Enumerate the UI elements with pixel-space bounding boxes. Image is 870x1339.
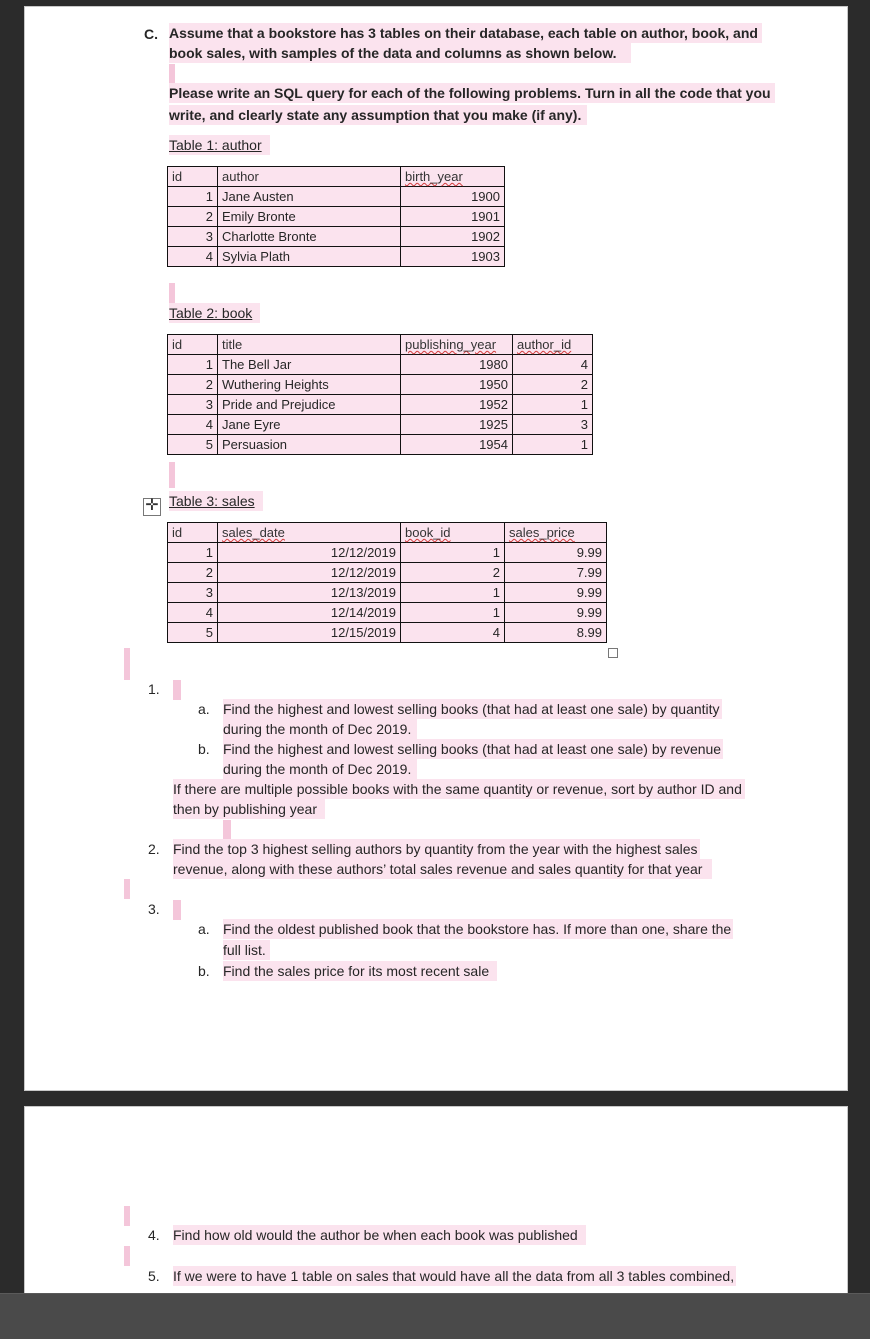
author-table	[167, 166, 505, 267]
header-author-id: author_id	[517, 337, 572, 352]
status-bar	[0, 1293, 870, 1339]
cell: Wuthering Heights	[218, 375, 401, 395]
header-publishing-year: publishing_year	[405, 337, 497, 352]
header-sales-date: sales_date	[222, 525, 285, 540]
table-row	[168, 543, 607, 563]
cell: 4	[401, 623, 505, 643]
table-header-row	[168, 335, 593, 355]
header-book-id: book_id	[405, 525, 451, 540]
q5-line-1: If we were to have 1 table on sales that would have all the data from all 3 tables combined,	[173, 1268, 735, 1284]
q2-line-1: Find the top 3 highest selling authors by quantity from the year with the highest sales	[173, 841, 698, 857]
cell: Pride and Prejudice	[218, 395, 401, 415]
table-row	[168, 227, 505, 247]
instruction-line-2: write, and clearly state any assumption that you make (if any).	[169, 105, 587, 125]
revision-mark	[124, 1246, 130, 1266]
intro-line-1: Assume that a bookstore has 3 tables on their database, each table on author, book, and	[169, 23, 762, 43]
q1b-line-2: during the month of Dec 2019.	[223, 759, 417, 779]
cell: 1	[513, 395, 593, 415]
table-row	[168, 563, 607, 583]
cell: 1900	[401, 187, 505, 207]
cell: 4	[168, 603, 218, 623]
cell: 9.99	[505, 543, 607, 563]
cell: 1901	[401, 207, 505, 227]
table-header-row	[168, 523, 607, 543]
cell: 12/12/2019	[218, 543, 401, 563]
q1-note-line-1: If there are multiple possible books with the same quantity or revenue, sort by author ID and	[173, 779, 745, 799]
q1b-label: b.	[198, 741, 210, 757]
cell: 1	[168, 355, 218, 375]
cell: 3	[168, 227, 218, 247]
cell: Sylvia Plath	[218, 247, 401, 267]
cell: 12/12/2019	[218, 563, 401, 583]
cell: 1	[401, 583, 505, 603]
cell: 2	[168, 207, 218, 227]
cell: Persuasion	[218, 435, 401, 455]
header-id: id	[168, 523, 218, 543]
q1-note-line-2: then by publishing year	[173, 799, 325, 819]
table-row	[168, 435, 593, 455]
cell: Jane Austen	[218, 187, 401, 207]
cell: 1	[401, 603, 505, 623]
q4-line-1: Find how old would the author be when each book was published	[173, 1225, 586, 1245]
table-resize-handle-icon[interactable]	[608, 648, 618, 658]
sales-table	[167, 522, 607, 643]
cell: 1	[168, 187, 218, 207]
intro-line-2: book sales, with samples of the data and columns as shown below.	[169, 43, 631, 63]
table-row	[168, 603, 607, 623]
cell: Charlotte Bronte	[218, 227, 401, 247]
q2-number: 2.	[148, 841, 160, 857]
cell: 1954	[401, 435, 513, 455]
book-table	[167, 334, 593, 455]
revision-mark	[173, 900, 181, 920]
header-sales-price: sales_price	[509, 525, 575, 540]
revision-mark	[173, 680, 181, 700]
q1a-line-1: Find the highest and lowest selling books (that had at least one sale) by quantity	[223, 701, 720, 717]
q2-line-2: revenue, along with these authors’ total sales revenue and sales quantity for that year	[173, 859, 712, 879]
cell: 1950	[401, 375, 513, 395]
table2-caption: Table 2: book	[169, 303, 260, 323]
cell: 1902	[401, 227, 505, 247]
cell: 2	[401, 563, 505, 583]
q1-number: 1.	[148, 681, 160, 697]
q1b-line-1: Find the highest and lowest selling books (that had at least one sale) by revenue	[223, 741, 722, 757]
header-title: title	[218, 335, 401, 355]
table3-caption: Table 3: sales	[169, 491, 263, 511]
cell: 4	[168, 247, 218, 267]
table-row	[168, 355, 593, 375]
header-birth-year: birth_year	[405, 169, 463, 184]
cell: 1925	[401, 415, 513, 435]
cell: 1	[513, 435, 593, 455]
table-row	[168, 583, 607, 603]
table1-caption: Table 1: author	[169, 135, 270, 155]
q3a-line-1: Find the oldest published book that the bookstore has. If more than one, share the	[223, 921, 732, 937]
cell: 4	[513, 355, 593, 375]
header-id: id	[168, 335, 218, 355]
cell: 1952	[401, 395, 513, 415]
instruction-line-1: Please write an SQL query for each of the following problems. Turn in all the code that you	[169, 83, 775, 103]
q4-number: 4.	[148, 1227, 160, 1243]
table-row	[168, 207, 505, 227]
q3a-line-2: full list.	[223, 940, 270, 960]
cell: 7.99	[505, 563, 607, 583]
cell: 3	[168, 583, 218, 603]
table-row	[168, 623, 607, 643]
header-author: author	[218, 167, 401, 187]
revision-mark	[169, 462, 175, 488]
q3b-line-1: Find the sales price for its most recent sale	[223, 961, 497, 981]
q5-number: 5.	[148, 1268, 160, 1284]
revision-mark	[124, 1206, 130, 1226]
table-row	[168, 395, 593, 415]
table-header-row	[168, 167, 505, 187]
revision-mark	[223, 820, 231, 840]
table-row	[168, 247, 505, 267]
revision-mark	[169, 283, 175, 303]
table-row	[168, 415, 593, 435]
cell: 5	[168, 435, 218, 455]
section-letter: C.	[144, 26, 158, 42]
q3-number: 3.	[148, 901, 160, 917]
table-row	[168, 187, 505, 207]
cell: Emily Bronte	[218, 207, 401, 227]
q1a-line-2: during the month of Dec 2019.	[223, 719, 417, 739]
cell: The Bell Jar	[218, 355, 401, 375]
cell: 12/13/2019	[218, 583, 401, 603]
q1a-label: a.	[198, 701, 210, 717]
cell: 1903	[401, 247, 505, 267]
revision-mark	[124, 648, 130, 680]
revision-mark	[169, 64, 175, 84]
revision-mark	[124, 879, 130, 899]
table-move-handle-icon[interactable]: ✛	[143, 498, 161, 516]
cell: 8.99	[505, 623, 607, 643]
cell: 1	[168, 543, 218, 563]
cell: Jane Eyre	[218, 415, 401, 435]
q3a-label: a.	[198, 921, 210, 937]
cell: 12/15/2019	[218, 623, 401, 643]
cell: 3	[168, 395, 218, 415]
cell: 2	[168, 375, 218, 395]
cell: 1980	[401, 355, 513, 375]
cell: 9.99	[505, 583, 607, 603]
header-id: id	[168, 167, 218, 187]
table-row	[168, 375, 593, 395]
cell: 3	[513, 415, 593, 435]
cell: 4	[168, 415, 218, 435]
q3b-label: b.	[198, 963, 210, 979]
cell: 12/14/2019	[218, 603, 401, 623]
cell: 9.99	[505, 603, 607, 623]
cell: 2	[168, 563, 218, 583]
cell: 1	[401, 543, 505, 563]
cell: 5	[168, 623, 218, 643]
cell: 2	[513, 375, 593, 395]
